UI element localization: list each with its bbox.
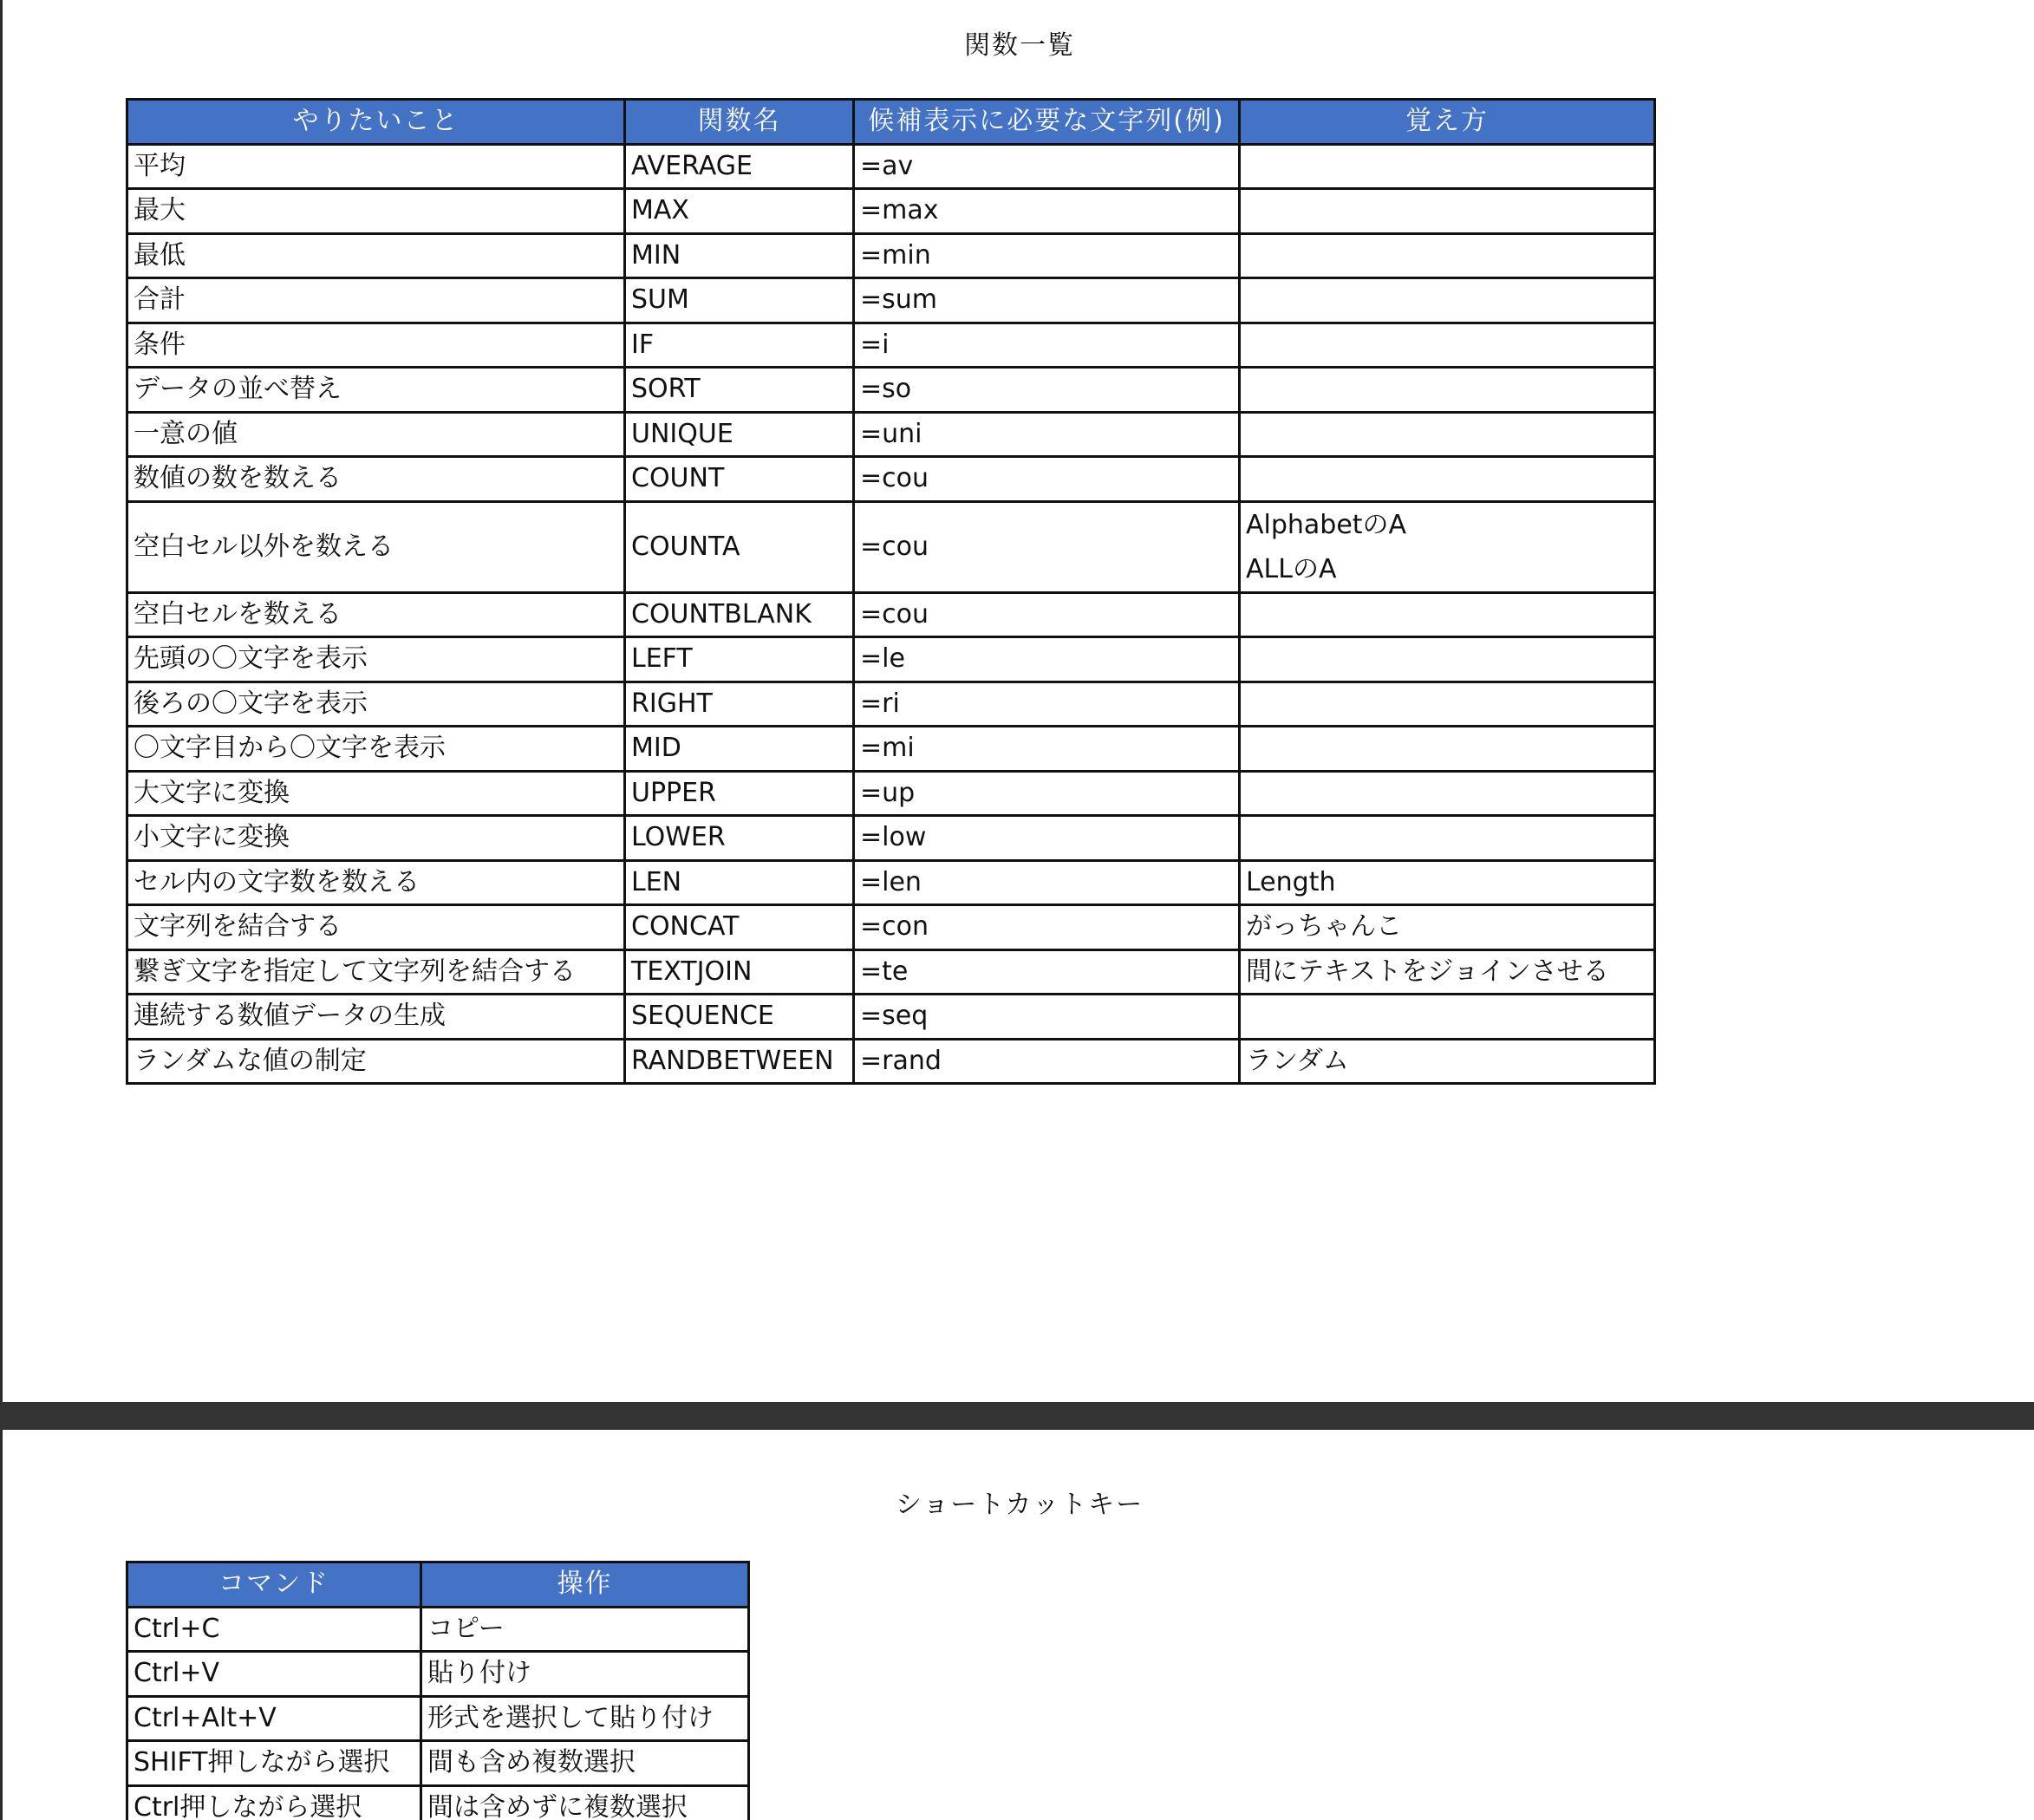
purpose-cell[interactable]: 繋ぎ文字を指定して文字列を結合する: [127, 949, 625, 995]
function-cell[interactable]: SEQUENCE: [625, 995, 854, 1040]
table-row: [127, 682, 1655, 727]
table-row: [127, 1652, 749, 1697]
action-cell[interactable]: 貼り付け: [421, 1652, 749, 1697]
hint-cell[interactable]: =seq: [854, 995, 1240, 1040]
hint-cell[interactable]: =mi: [854, 727, 1240, 772]
hint-cell[interactable]: =cou: [854, 592, 1240, 637]
table-row: [127, 727, 1655, 772]
hint-cell[interactable]: =ri: [854, 682, 1240, 727]
command-cell[interactable]: SHIFT押しながら選択: [127, 1741, 421, 1786]
header-action[interactable]: 操作: [421, 1562, 749, 1608]
table-row: [127, 412, 1655, 457]
memo-cell[interactable]: がっちゃんこ: [1240, 905, 1655, 950]
memo-cell[interactable]: [1240, 144, 1655, 189]
hint-cell[interactable]: =cou: [854, 457, 1240, 502]
function-cell[interactable]: SUM: [625, 278, 854, 323]
purpose-cell[interactable]: ランダムな値の制定: [127, 1039, 625, 1084]
action-cell[interactable]: 間は含めずに複数選択: [421, 1785, 749, 1820]
hint-cell[interactable]: =len: [854, 860, 1240, 905]
hint-cell[interactable]: =rand: [854, 1039, 1240, 1084]
header-purpose[interactable]: やりたいこと: [127, 100, 625, 145]
table-row: [127, 995, 1655, 1040]
purpose-cell[interactable]: 条件: [127, 323, 625, 368]
action-cell[interactable]: 間も含め複数選択: [421, 1741, 749, 1786]
memo-cell[interactable]: [1240, 771, 1655, 816]
command-cell[interactable]: Ctrl+V: [127, 1652, 421, 1697]
command-cell[interactable]: Ctrl+C: [127, 1607, 421, 1652]
table-row: [127, 816, 1655, 861]
functions-table: [126, 98, 1656, 1085]
header-hint-string[interactable]: 候補表示に必要な文字列(例): [854, 100, 1240, 145]
memo-cell[interactable]: [1240, 995, 1655, 1040]
memo-cell[interactable]: [1240, 637, 1655, 682]
function-cell[interactable]: COUNT: [625, 457, 854, 502]
purpose-cell[interactable]: 空白セルを数える: [127, 592, 625, 637]
memo-line-2: ALLのA: [1246, 553, 1337, 584]
function-cell[interactable]: UNIQUE: [625, 412, 854, 457]
hint-cell[interactable]: =max: [854, 189, 1240, 234]
purpose-cell[interactable]: 文字列を結合する: [127, 905, 625, 950]
purpose-cell[interactable]: 合計: [127, 278, 625, 323]
memo-cell[interactable]: [1240, 189, 1655, 234]
function-cell[interactable]: TEXTJOIN: [625, 949, 854, 995]
function-cell[interactable]: RIGHT: [625, 682, 854, 727]
memo-cell[interactable]: 間にテキストをジョインさせる: [1240, 949, 1655, 995]
purpose-cell[interactable]: データの並べ替え: [127, 368, 625, 413]
purpose-cell[interactable]: 先頭の〇文字を表示: [127, 637, 625, 682]
memo-cell[interactable]: [1240, 278, 1655, 323]
purpose-cell[interactable]: 連続する数値データの生成: [127, 995, 625, 1040]
memo-cell[interactable]: [1240, 501, 1655, 592]
table-row: [127, 1696, 749, 1741]
shortcuts-table: [126, 1561, 750, 1820]
purpose-cell[interactable]: 最大: [127, 189, 625, 234]
purpose-cell[interactable]: 空白セル以外を数える: [127, 501, 625, 592]
shortcuts-page: [0, 1430, 2031, 1820]
action-cell[interactable]: コピー: [421, 1607, 749, 1652]
purpose-cell[interactable]: 小文字に変換: [127, 816, 625, 861]
function-cell[interactable]: LEN: [625, 860, 854, 905]
function-cell[interactable]: MID: [625, 727, 854, 772]
memo-cell[interactable]: [1240, 457, 1655, 502]
command-cell[interactable]: Ctrl押しながら選択: [127, 1785, 421, 1820]
function-cell[interactable]: UPPER: [625, 771, 854, 816]
table-row: [127, 144, 1655, 189]
function-cell[interactable]: MIN: [625, 233, 854, 278]
function-cell[interactable]: IF: [625, 323, 854, 368]
hint-cell[interactable]: =min: [854, 233, 1240, 278]
table-row: [127, 457, 1655, 502]
purpose-cell[interactable]: 平均: [127, 144, 625, 189]
hint-cell[interactable]: =av: [854, 144, 1240, 189]
function-cell[interactable]: SORT: [625, 368, 854, 413]
shortcuts-title: ショートカットキー: [895, 1490, 1144, 1520]
table-row: [127, 771, 1655, 816]
memo-cell[interactable]: Length: [1240, 860, 1655, 905]
table-row: [127, 637, 1655, 682]
purpose-cell[interactable]: 〇文字目から〇文字を表示: [127, 727, 625, 772]
functions-title: 関数一覧: [964, 30, 1075, 61]
command-cell[interactable]: Ctrl+Alt+V: [127, 1696, 421, 1741]
table-row: [127, 323, 1655, 368]
function-cell[interactable]: LEFT: [625, 637, 854, 682]
shortcuts-header-row: [127, 1562, 749, 1608]
hint-cell[interactable]: =low: [854, 816, 1240, 861]
hint-cell[interactable]: =cou: [854, 501, 1240, 592]
header-function-name[interactable]: 関数名: [625, 100, 854, 145]
purpose-cell[interactable]: 後ろの〇文字を表示: [127, 682, 625, 727]
table-row: [127, 592, 1655, 637]
function-cell[interactable]: COUNTBLANK: [625, 592, 854, 637]
function-cell[interactable]: AVERAGE: [625, 144, 854, 189]
memo-cell[interactable]: [1240, 816, 1655, 861]
hint-cell[interactable]: =con: [854, 905, 1240, 950]
memo-cell[interactable]: [1240, 323, 1655, 368]
table-row: [127, 189, 1655, 234]
memo-cell[interactable]: [1240, 592, 1655, 637]
hint-cell[interactable]: =te: [854, 949, 1240, 995]
hint-cell[interactable]: =so: [854, 368, 1240, 413]
memo-cell[interactable]: [1240, 412, 1655, 457]
memo-line-1: AlphabetのA: [1246, 509, 1407, 540]
table-row: [127, 860, 1655, 905]
function-cell[interactable]: CONCAT: [625, 905, 854, 950]
function-cell[interactable]: MAX: [625, 189, 854, 234]
function-cell[interactable]: LOWER: [625, 816, 854, 861]
header-command[interactable]: コマンド: [127, 1562, 421, 1608]
table-row: [127, 949, 1655, 995]
function-cell[interactable]: RANDBETWEEN: [625, 1039, 854, 1084]
table-row: [127, 501, 1655, 592]
hint-cell[interactable]: =sum: [854, 278, 1240, 323]
hint-cell[interactable]: =up: [854, 771, 1240, 816]
action-cell[interactable]: 形式を選択して貼り付け: [421, 1696, 749, 1741]
header-memo[interactable]: 覚え方: [1240, 100, 1655, 145]
memo-cell[interactable]: ランダム: [1240, 1039, 1655, 1084]
table-row: [127, 368, 1655, 413]
memo-cell[interactable]: [1240, 727, 1655, 772]
table-row: [127, 278, 1655, 323]
function-cell[interactable]: COUNTA: [625, 501, 854, 592]
table-row: [127, 1039, 1655, 1084]
table-row: [127, 1741, 749, 1786]
table-row: [127, 233, 1655, 278]
table-row: [127, 905, 1655, 950]
memo-cell[interactable]: [1240, 233, 1655, 278]
hint-cell[interactable]: =uni: [854, 412, 1240, 457]
purpose-cell[interactable]: 数値の数を数える: [127, 457, 625, 502]
table-row: [127, 1785, 749, 1820]
functions-header-row: [127, 100, 1655, 145]
table-row: [127, 1607, 749, 1652]
purpose-cell[interactable]: 大文字に変換: [127, 771, 625, 816]
hint-cell[interactable]: =i: [854, 323, 1240, 368]
memo-cell[interactable]: [1240, 682, 1655, 727]
memo-cell[interactable]: [1240, 368, 1655, 413]
hint-cell[interactable]: =le: [854, 637, 1240, 682]
purpose-cell[interactable]: 一意の値: [127, 412, 625, 457]
purpose-cell[interactable]: セル内の文字数を数える: [127, 860, 625, 905]
purpose-cell[interactable]: 最低: [127, 233, 625, 278]
page-separator: [0, 1402, 2034, 1430]
